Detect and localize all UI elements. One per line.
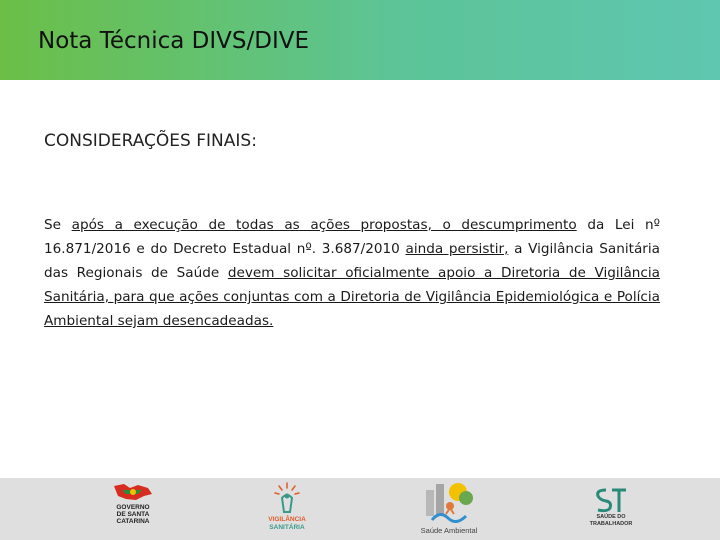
underlined-text-segment: após a execução de todas as ações propostas, o descumprimento — [71, 217, 577, 233]
logo-text-line: SANITÁRIA — [269, 524, 305, 531]
logo-text-line: Saúde Ambiental — [420, 526, 478, 535]
underlined-text-segment: devem solicitar oficialmente apoio a Diretoria de Vigilância Sanitária, para que ações conjuntas com a Diretoria de Vigilância Epidemiológica e Polícia Ambiental sejam desencadeadas. — [44, 265, 660, 329]
logo-text-line: GOVERNO — [116, 504, 150, 511]
logo-text-line: VIGILÂNCIA — [268, 516, 306, 523]
text-segment: a Vigilância Sanitária das Regionais de Saúde — [44, 241, 660, 281]
saude-do-trabalhador-icon — [588, 484, 634, 514]
page-title: Nota Técnica DIVS/DIVE — [38, 28, 309, 54]
vigilancia-sanitaria-logo — [262, 480, 312, 538]
section-title: CONSIDERAÇÕES FINAIS: — [44, 131, 257, 151]
body-paragraph — [44, 213, 660, 333]
saude-ambiental-logo — [418, 480, 480, 538]
logo-text-line: SAÚDE DO — [596, 514, 626, 520]
logo-text-line: TRABALHADOR — [589, 521, 633, 527]
saude-ambiental-icon — [418, 480, 480, 526]
text-segment: Se — [44, 217, 72, 233]
vigilancia-sanitaria-icon — [262, 480, 312, 516]
santa-catarina-flag-icon — [108, 482, 158, 504]
logo-text-line: DE SANTA — [116, 511, 150, 518]
saude-do-trabalhador-logo — [588, 484, 634, 538]
footer-logos — [0, 478, 720, 540]
logo-text-line: CATARINA — [116, 518, 150, 525]
header-bar — [0, 0, 720, 80]
text-segment: da Lei nº 16.871/2016 e do Decreto Estadual nº. 3.687/2010 — [44, 217, 660, 257]
governo-sc-logo — [108, 482, 158, 538]
underlined-text-segment: ainda persistir, — [405, 241, 509, 257]
